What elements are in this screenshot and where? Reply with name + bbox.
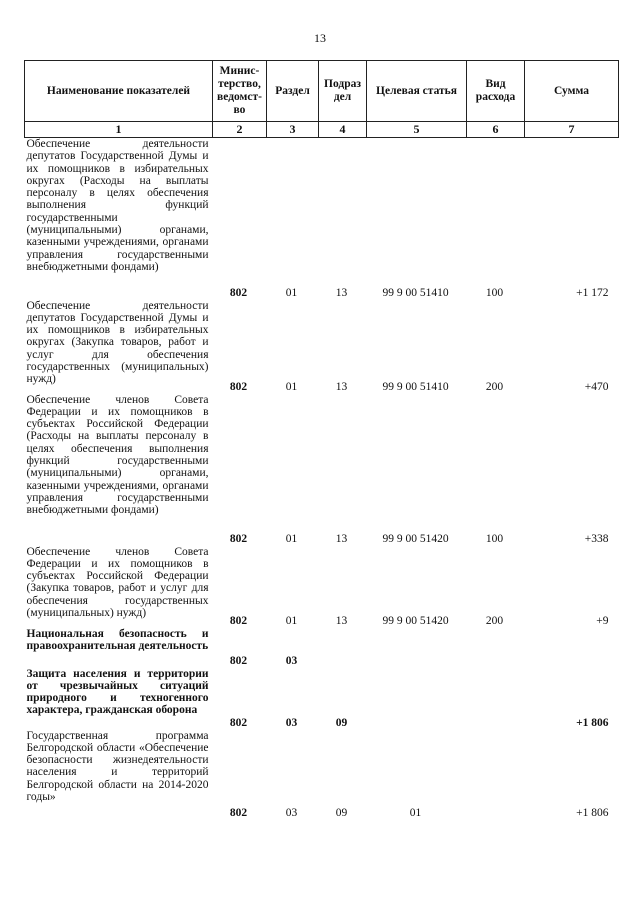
page-number: 13 bbox=[314, 31, 326, 45]
row-ministry: 802 bbox=[229, 615, 248, 628]
row-subsection: 13 bbox=[335, 533, 348, 546]
row-expense-type bbox=[467, 730, 525, 820]
table-row-subsection bbox=[25, 668, 619, 730]
row-subsection: 09 bbox=[335, 807, 348, 820]
column-number: 4 bbox=[319, 122, 367, 138]
row-ministry: 802 bbox=[229, 381, 248, 394]
row-expense-type: 100 bbox=[485, 287, 504, 300]
row-sum: +9 bbox=[596, 615, 609, 628]
row-expense-type: 100 bbox=[485, 533, 504, 546]
row-target: 99 9 00 51420 bbox=[382, 615, 449, 628]
header-name: Наименование показателей bbox=[25, 61, 213, 122]
column-number: 1 bbox=[25, 122, 213, 138]
row-target: 99 9 00 51410 bbox=[382, 381, 449, 394]
row-ministry: 802 bbox=[229, 717, 248, 730]
header-subsection: Подраз дел bbox=[319, 61, 367, 122]
row-subsection bbox=[319, 628, 367, 668]
row-expense-type bbox=[467, 668, 525, 730]
column-number: 6 bbox=[467, 122, 525, 138]
row-name: Обеспечение деятельности депутатов Государственной Думы и их помощников в избирательных округах (Закупка товаров, работ и услуг для обеспечения государственных (муниципальных) нужд) bbox=[26, 299, 209, 386]
row-section: 01 bbox=[285, 615, 298, 628]
row-target: 99 9 00 51410 bbox=[382, 287, 449, 300]
row-target: 01 bbox=[409, 807, 422, 820]
column-number: 3 bbox=[267, 122, 319, 138]
row-sum: +1 172 bbox=[576, 287, 609, 300]
row-section: 01 bbox=[285, 533, 298, 546]
row-subsection: 13 bbox=[335, 381, 348, 394]
row-subsection: 13 bbox=[335, 615, 348, 628]
table-row-section bbox=[25, 628, 619, 668]
column-number: 2 bbox=[213, 122, 267, 138]
row-target bbox=[367, 668, 467, 730]
row-ministry: 802 bbox=[229, 533, 248, 546]
row-sum: +470 bbox=[584, 381, 609, 394]
column-number-row bbox=[25, 122, 619, 138]
row-name: Обеспечение членов Совета Федерации и их помощников в субъектах Российской Федерации (Расходы на выплаты персоналу в целях обеспечения выполнения функций государственными (муниципальными) органами, казенными учреждениями, органами управления государственными внебюджетными фондами) bbox=[26, 393, 209, 517]
row-section: 03 bbox=[285, 717, 298, 730]
header-ministry: Минис-терство, ведомст-во bbox=[213, 61, 267, 122]
row-sum: +1 806 bbox=[576, 717, 609, 730]
row-ministry: 802 bbox=[229, 287, 248, 300]
table-row bbox=[25, 394, 619, 546]
table-row bbox=[25, 730, 619, 820]
header-section: Раздел bbox=[267, 61, 319, 122]
row-name: Национальная безопасность и правоохранительная деятельность bbox=[26, 627, 209, 652]
row-target: 99 9 00 51420 bbox=[382, 533, 449, 546]
column-number: 7 bbox=[525, 122, 619, 138]
row-ministry: 802 bbox=[229, 655, 248, 668]
row-section: 03 bbox=[285, 807, 298, 820]
row-sum: +1 806 bbox=[576, 807, 609, 820]
row-name: Государственная программа Белгородской области «Обеспечение безопасности жизнедеятельности населения и территорий Белгородской области на 2014-2020 годы» bbox=[26, 729, 209, 803]
column-number: 5 bbox=[367, 122, 467, 138]
table-header-row bbox=[25, 61, 619, 122]
row-expense-type: 200 bbox=[485, 381, 504, 394]
header-sum: Сумма bbox=[525, 61, 619, 122]
row-name: Обеспечение деятельности депутатов Государственной Думы и их помощников в избирательных округах (Расходы на выплаты персоналу в целях обеспечения выполнения функций государственными (муниципальными) органами, казенными учреждениями, органами управления государственными внебюджетными фондами) bbox=[26, 138, 209, 273]
row-sum: +338 bbox=[584, 533, 609, 546]
header-target: Целевая статья bbox=[367, 61, 467, 122]
row-section: 01 bbox=[285, 381, 298, 394]
table-row bbox=[25, 300, 619, 394]
row-subsection: 13 bbox=[335, 287, 348, 300]
budget-table bbox=[24, 60, 619, 820]
row-name: Защита населения и территории от чрезвычайных ситуаций природного и техногенного характера, гражданская оборона bbox=[26, 667, 209, 717]
row-section: 03 bbox=[285, 655, 298, 668]
row-section: 01 bbox=[285, 287, 298, 300]
row-expense-type: 200 bbox=[485, 615, 504, 628]
row-expense-type bbox=[467, 628, 525, 668]
header-expense-type: Вид расхода bbox=[467, 61, 525, 122]
row-name: Обеспечение членов Совета Федерации и их помощников в субъектах Российской Федерации (Закупка товаров, работ и услуг для обеспечения государственных (муниципальных) нужд) bbox=[26, 545, 209, 619]
row-ministry: 802 bbox=[229, 807, 248, 820]
row-target bbox=[367, 628, 467, 668]
row-subsection: 09 bbox=[335, 717, 348, 730]
table-row bbox=[25, 138, 619, 300]
table-row bbox=[25, 546, 619, 628]
row-sum bbox=[525, 628, 619, 668]
